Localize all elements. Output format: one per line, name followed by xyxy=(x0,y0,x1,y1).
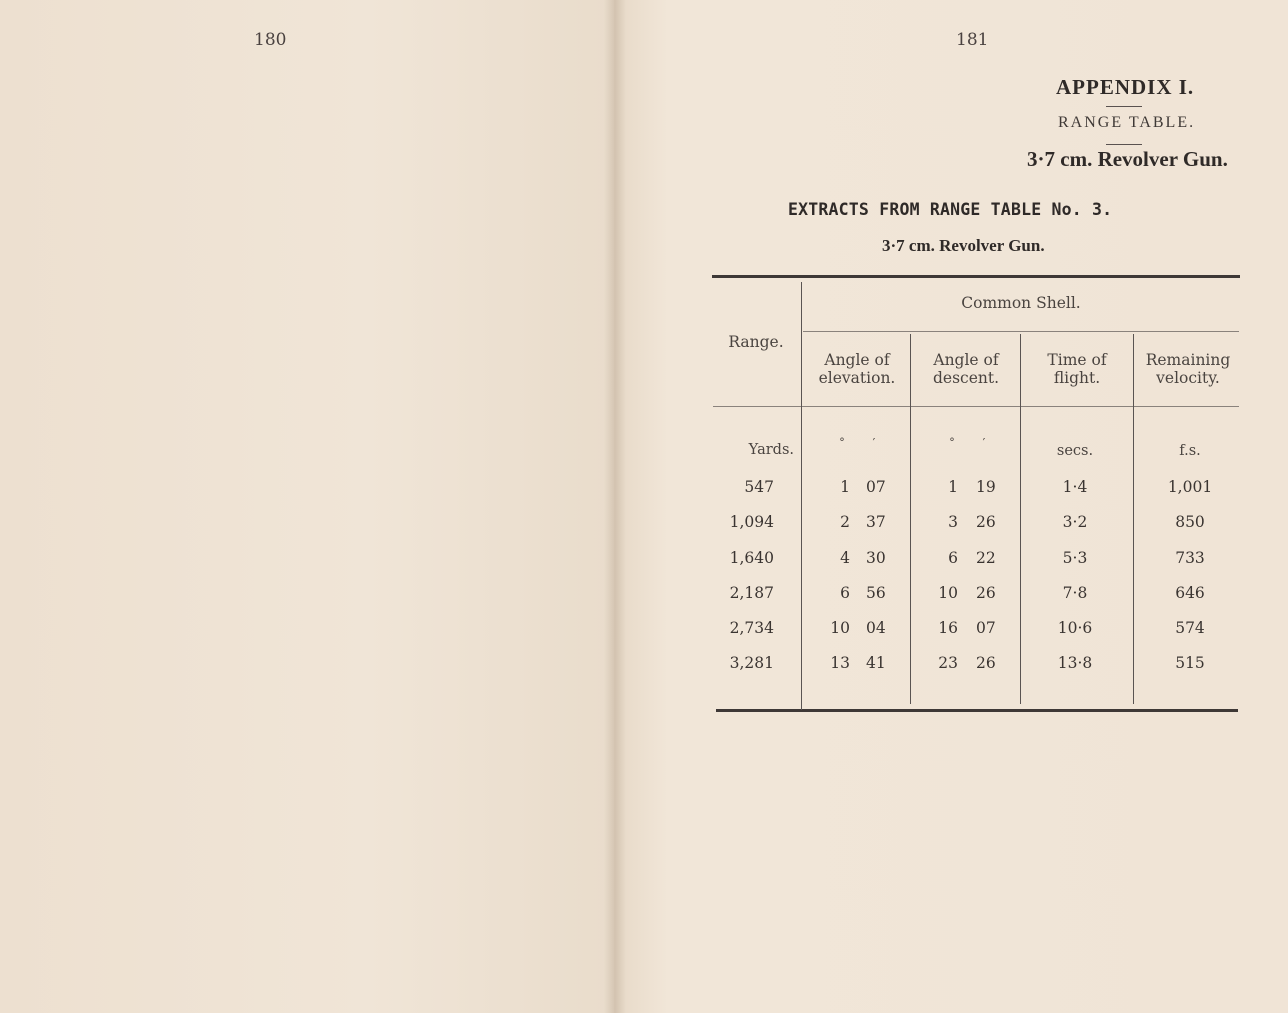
unit-velocity: f.s. xyxy=(1179,443,1201,459)
cell-desc-deg: 1 xyxy=(948,478,958,496)
header-velocity-line-1: Remaining xyxy=(1145,351,1231,369)
cell-desc-deg: 6 xyxy=(948,549,958,567)
col-divider-time xyxy=(1133,334,1134,704)
header-time-line-1: Time of xyxy=(1047,351,1107,369)
cell-range: 1,640 xyxy=(729,549,774,567)
unit-elev-deg: ° xyxy=(839,436,845,449)
unit-range: Yards. xyxy=(748,442,794,458)
cell-velocity: 646 xyxy=(1175,584,1205,602)
table-bottom-rule xyxy=(716,709,1238,712)
left-page xyxy=(0,0,614,1013)
unit-desc-deg: ° xyxy=(949,436,955,449)
cell-time: 13·8 xyxy=(1057,654,1093,672)
unit-desc-min: ′ xyxy=(982,436,986,450)
table-subtitle: 3·7 cm. Revolver Gun. xyxy=(882,236,1045,255)
appendix-title: APPENDIX I. xyxy=(1056,75,1195,99)
cell-time: 1·4 xyxy=(1062,478,1088,496)
cell-elev-min: 37 xyxy=(866,513,886,531)
cell-velocity: 574 xyxy=(1175,619,1205,637)
header-elevation-line-1: Angle of xyxy=(824,351,890,369)
header-elevation-line-2: elevation. xyxy=(818,369,896,387)
group-header-rule xyxy=(803,331,1239,332)
range-table-title: RANGE TABLE. xyxy=(1058,114,1196,131)
header-time xyxy=(1022,351,1132,387)
cell-elev-deg: 6 xyxy=(840,584,850,602)
cell-elev-min: 30 xyxy=(866,549,886,567)
cell-desc-deg: 3 xyxy=(948,513,958,531)
header-velocity-line-2: velocity. xyxy=(1156,369,1220,387)
cell-desc-min: 22 xyxy=(976,549,996,567)
extracts-title: EXTRACTS FROM RANGE TABLE No. 3. xyxy=(788,200,1113,219)
cell-velocity: 1,001 xyxy=(1167,478,1213,496)
unit-elev-min: ′ xyxy=(872,436,876,450)
header-descent-line-2: descent. xyxy=(932,369,1000,387)
cell-time: 5·3 xyxy=(1062,549,1088,567)
col-divider-range xyxy=(801,282,802,710)
cell-range: 3,281 xyxy=(729,654,774,672)
header-descent-line-1: Angle of xyxy=(933,351,999,369)
cell-elev-deg: 10 xyxy=(830,619,850,637)
cell-velocity: 515 xyxy=(1175,654,1205,672)
cell-elev-min: 07 xyxy=(866,478,886,496)
header-descent xyxy=(912,351,1020,387)
header-bottom-rule xyxy=(713,406,1239,407)
page-number-right: 181 xyxy=(956,30,989,50)
cell-velocity: 733 xyxy=(1175,549,1205,567)
col-divider-elevation xyxy=(910,334,911,704)
col-divider-descent xyxy=(1020,334,1021,704)
cell-elev-min: 56 xyxy=(866,584,886,602)
cell-range: 2,187 xyxy=(729,584,774,602)
cell-range: 547 xyxy=(744,478,774,496)
cell-range: 2,734 xyxy=(729,619,774,637)
header-elevation xyxy=(804,351,910,387)
cell-desc-min: 07 xyxy=(976,619,996,637)
cell-range: 1,094 xyxy=(729,513,774,531)
page-number-left: 180 xyxy=(254,30,287,50)
cell-desc-deg: 16 xyxy=(938,619,958,637)
header-velocity xyxy=(1135,351,1241,387)
header-common-shell: Common Shell. xyxy=(961,294,1081,312)
table-top-rule xyxy=(712,275,1240,278)
cell-elev-deg: 13 xyxy=(830,654,850,672)
unit-time: secs. xyxy=(1056,443,1094,459)
cell-desc-deg: 10 xyxy=(938,584,958,602)
cell-time: 10·6 xyxy=(1057,619,1093,637)
cell-elev-deg: 1 xyxy=(840,478,850,496)
cell-desc-min: 26 xyxy=(976,513,996,531)
cell-elev-deg: 4 xyxy=(840,549,850,567)
title-rule-2 xyxy=(1106,144,1142,145)
cell-elev-min: 04 xyxy=(866,619,886,637)
header-range: Range. xyxy=(728,333,784,351)
header-time-line-2: flight. xyxy=(1053,369,1101,387)
title-rule-1 xyxy=(1106,106,1142,107)
cell-desc-min: 19 xyxy=(976,478,996,496)
cell-desc-min: 26 xyxy=(976,654,996,672)
cell-time: 3·2 xyxy=(1062,513,1088,531)
cell-desc-min: 26 xyxy=(976,584,996,602)
cell-elev-min: 41 xyxy=(866,654,886,672)
book-gutter xyxy=(604,0,626,1013)
cell-velocity: 850 xyxy=(1175,513,1205,531)
cell-elev-deg: 2 xyxy=(840,513,850,531)
cell-desc-deg: 23 xyxy=(938,654,958,672)
cell-time: 7·8 xyxy=(1062,584,1088,602)
gun-title: 3·7 cm. Revolver Gun. xyxy=(1027,147,1228,171)
